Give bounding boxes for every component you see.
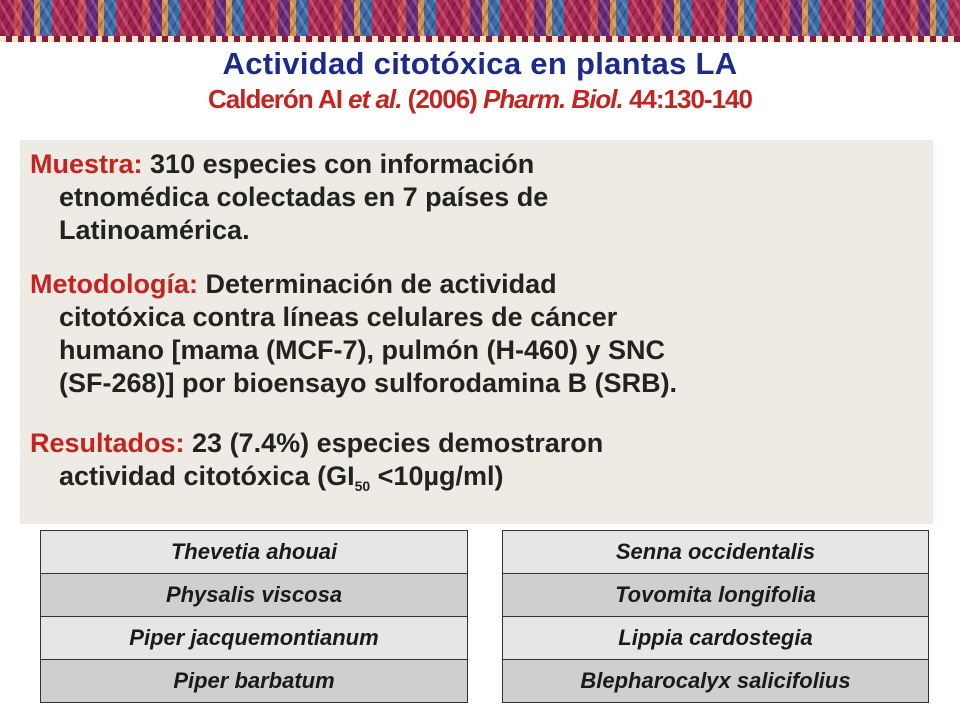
metodologia-text-2: citotóxica contra líneas celulares de cáncer	[59, 302, 618, 332]
muestra-text-3: Latinoamérica.	[59, 215, 250, 245]
species-cell: Senna occidentalis	[503, 531, 929, 574]
metodologia-text-1: Determinación de actividad	[197, 269, 557, 299]
table-row	[41, 574, 468, 617]
metodologia-text-4: (SF-268)] por bioensayo sulforodamina B (SRB).	[59, 368, 678, 398]
muestra-line-1	[30, 148, 910, 181]
table-row	[41, 531, 468, 574]
table-row	[41, 617, 468, 660]
metodologia-text-3: humano [mama (MCF-7), pulmón (H-460) y SNC	[59, 335, 666, 365]
species-cell: Piper jacquemontianum	[41, 617, 468, 660]
content-box	[20, 140, 933, 524]
resultados-line-2	[30, 460, 910, 503]
species-cell: Physalis viscosa	[41, 574, 468, 617]
table-row	[503, 574, 929, 617]
resultados-label: Resultados:	[30, 428, 185, 458]
species-cell: Blepharocalyx salicifolius	[503, 660, 929, 703]
table-row	[503, 617, 929, 660]
citation-etal: et al.	[341, 84, 402, 114]
table-row	[503, 531, 929, 574]
resultados-text-3: <10µg/ml)	[370, 461, 504, 491]
table-row	[41, 660, 468, 703]
citation	[0, 84, 960, 115]
species-cell: Thevetia ahouai	[41, 531, 468, 574]
muestra-text-2: etnomédica colectadas en 7 países de	[59, 182, 549, 212]
resultados-paragraph	[30, 427, 910, 503]
slide-title: Actividad citotóxica en plantas LA	[222, 46, 738, 81]
muestra-paragraph	[30, 148, 910, 247]
gi50-subscript: 50	[354, 478, 371, 494]
muestra-text-1: 310 especies con información	[142, 149, 535, 179]
species-cell: Lippia cardostegia	[503, 617, 929, 660]
citation-year: (2006)	[401, 84, 484, 114]
muestra-label: Muestra:	[30, 149, 143, 179]
resultados-text-2: actividad citotóxica (GI	[59, 461, 355, 491]
species-table-left	[40, 530, 468, 703]
species-cell: Tovomita longifolia	[503, 574, 929, 617]
species-table-right	[502, 530, 929, 703]
metodologia-paragraph	[30, 268, 910, 400]
resultados-text-1: 23 (7.4%) especies demostraron	[184, 428, 604, 458]
metodologia-line-1	[30, 268, 910, 301]
table-row	[503, 660, 929, 703]
species-cell: Piper barbatum	[41, 660, 468, 703]
citation-ref: 44:130-140	[622, 84, 752, 114]
citation-journal: Pharm. Biol.	[483, 84, 623, 114]
resultados-line-1	[30, 427, 910, 460]
metodologia-label: Metodología:	[30, 269, 198, 299]
citation-authors: Calderón AI	[208, 84, 342, 114]
textile-banner	[0, 0, 960, 42]
